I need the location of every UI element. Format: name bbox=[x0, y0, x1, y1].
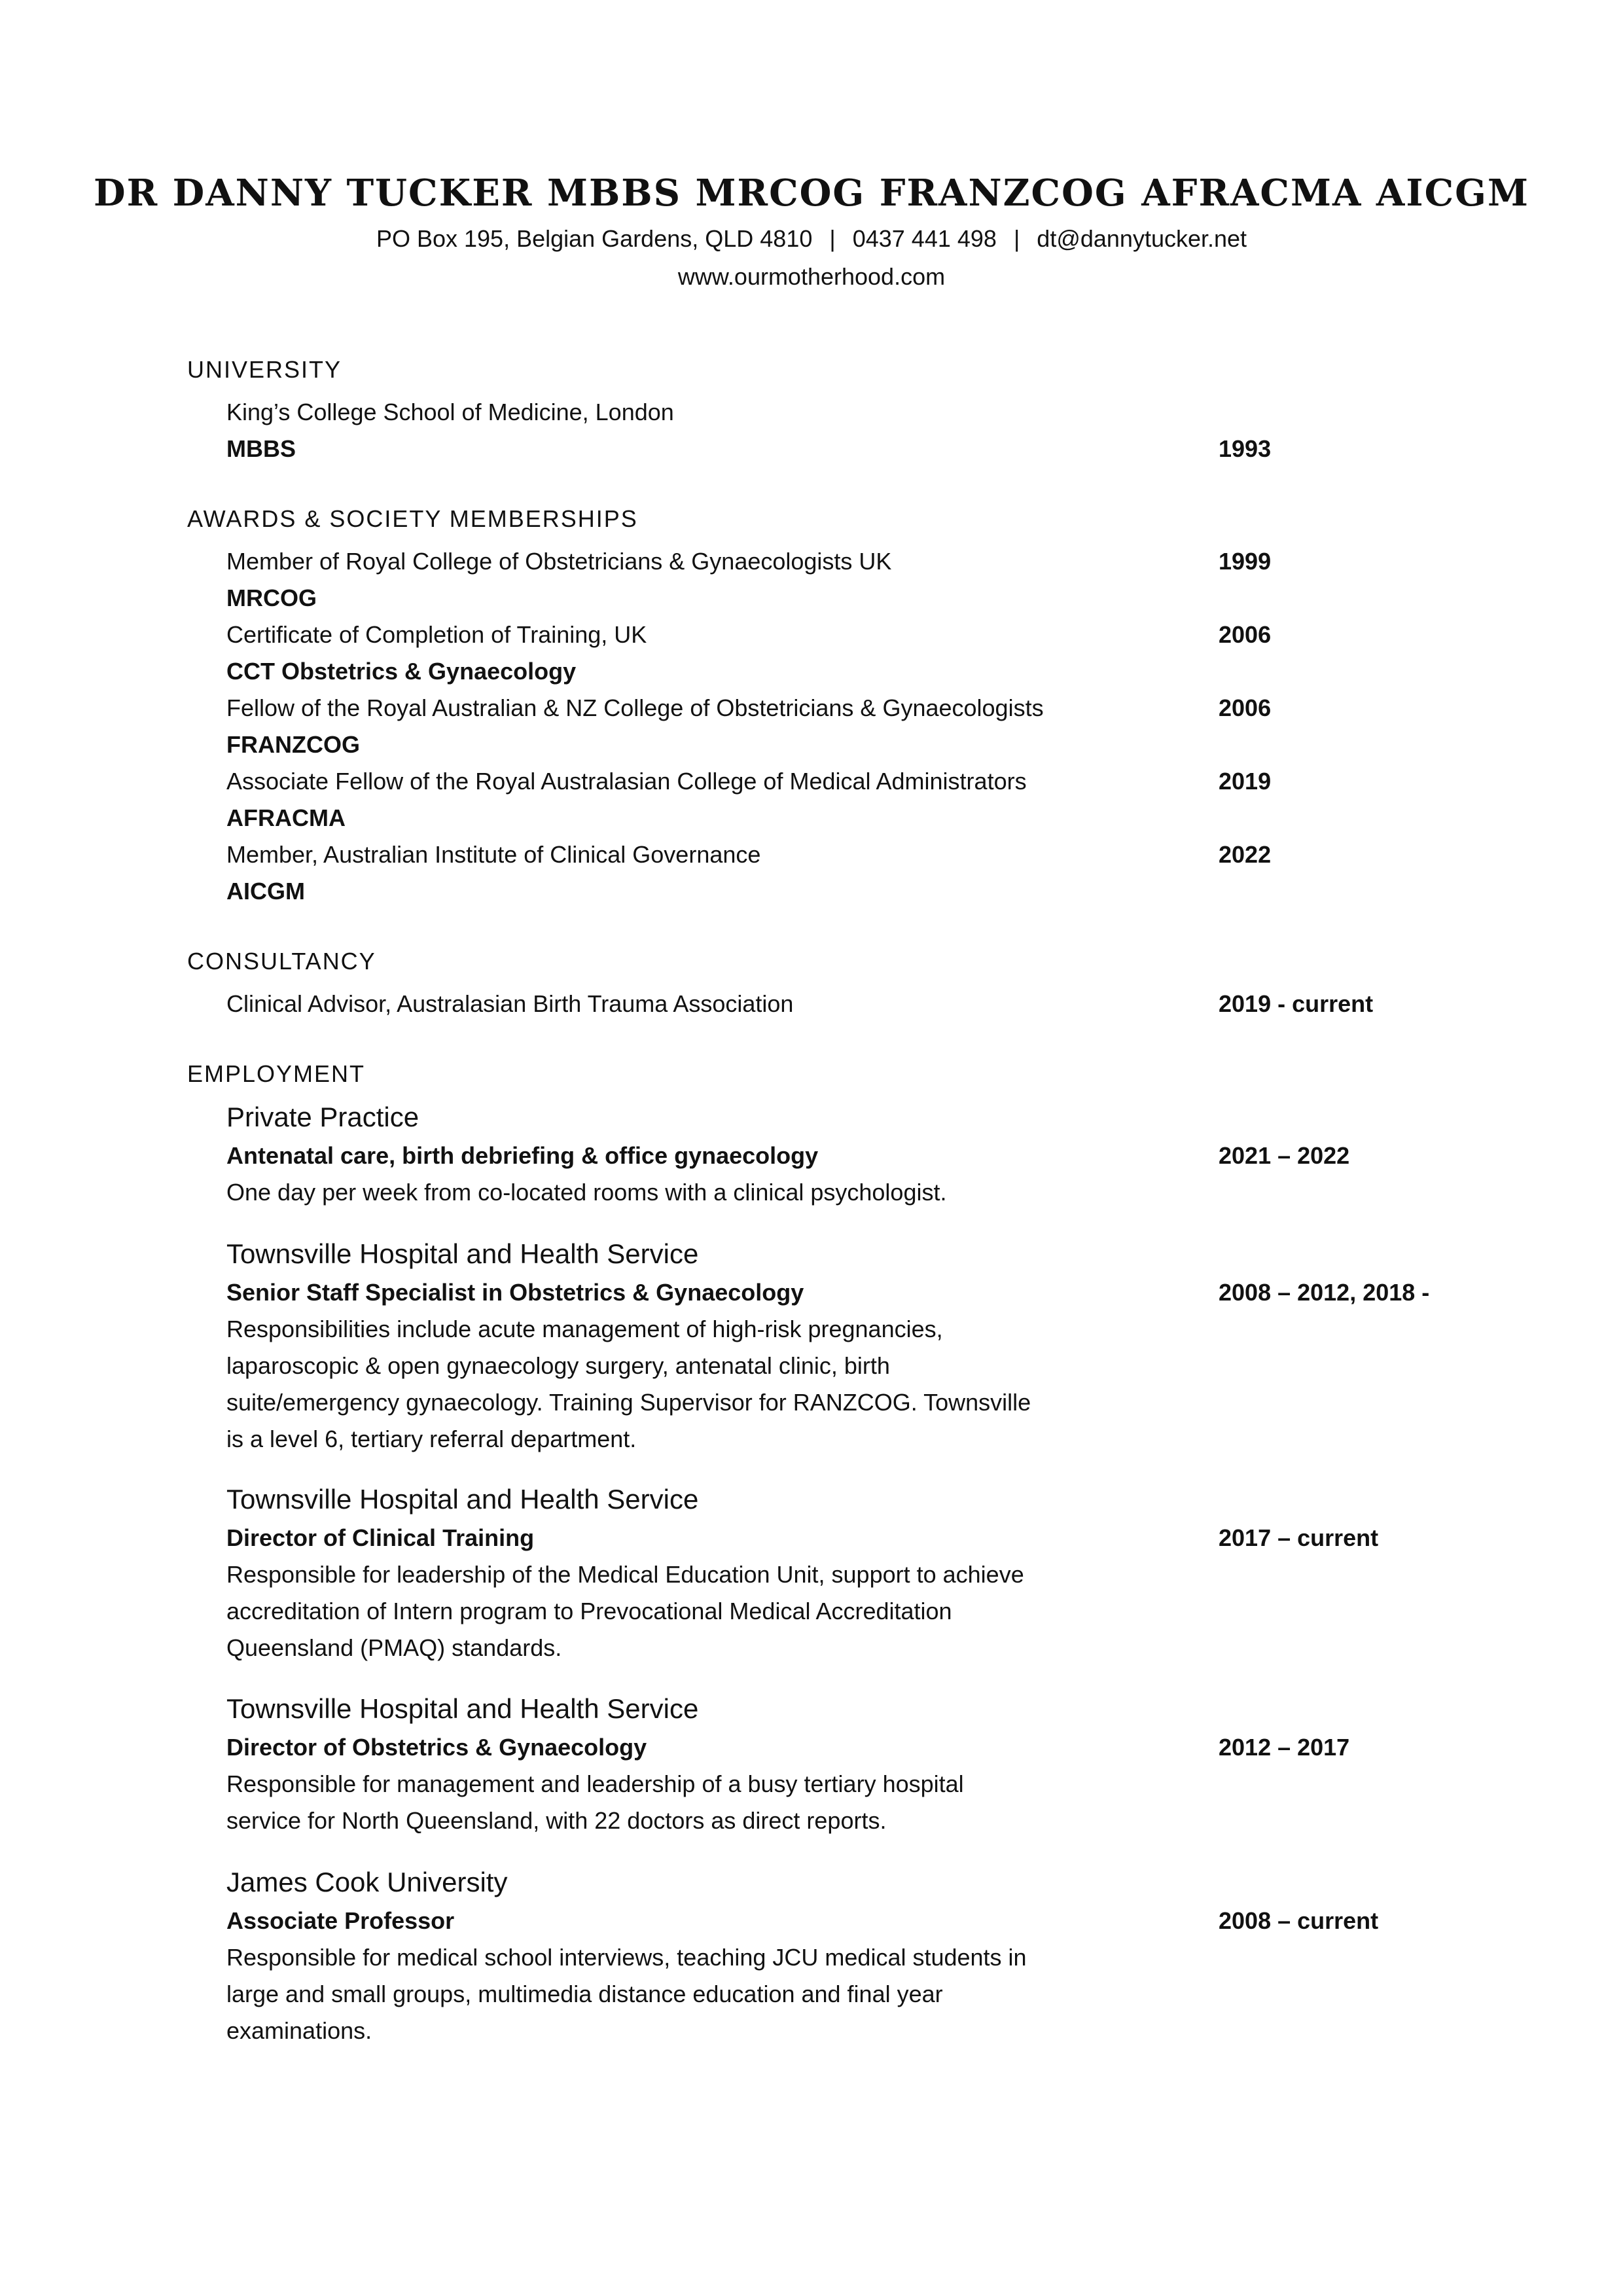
award-abbrev: FRANZCOG bbox=[226, 731, 360, 758]
phone: 0437 441 498 bbox=[852, 225, 997, 252]
award-title: Member, Australian Institute of Clinical Governance bbox=[226, 841, 761, 868]
job-title: Antenatal care, birth debriefing & office gynaecology bbox=[226, 1142, 819, 1169]
job-description-line: service for North Queensland, with 22 doctors as direct reports. bbox=[226, 1807, 887, 1834]
job-years: 2012 – 2017 bbox=[1219, 1734, 1350, 1761]
award-year: 2019 bbox=[1219, 768, 1272, 795]
contact-line bbox=[0, 225, 1623, 253]
job-description-line: Responsibilities include acute management of high-risk pregnancies, bbox=[226, 1316, 943, 1342]
award-abbrev: AFRACMA bbox=[226, 804, 346, 831]
job-organisation: Private Practice bbox=[226, 1102, 419, 1132]
job-description-line: is a level 6, tertiary referral department. bbox=[226, 1426, 637, 1452]
award-abbrev: AICGM bbox=[226, 878, 305, 905]
website-link[interactable]: www.ourmotherhood.com bbox=[677, 263, 946, 290]
job-title: Senior Staff Specialist in Obstetrics & Gynaecology bbox=[226, 1279, 804, 1306]
job-years: 2008 – current bbox=[1219, 1907, 1379, 1934]
university-degree: MBBS bbox=[226, 435, 296, 462]
section-heading-awards: AWARDS & SOCIETY MEMBERSHIPS bbox=[187, 505, 638, 532]
job-title: Associate Professor bbox=[226, 1907, 455, 1934]
section-heading-university: UNIVERSITY bbox=[187, 356, 342, 383]
job-description-line: Responsible for management and leadership of a busy tertiary hospital bbox=[226, 1770, 964, 1797]
consultancy-years: 2019 - current bbox=[1219, 990, 1374, 1017]
section-heading-consultancy: CONSULTANCY bbox=[187, 948, 376, 975]
job-description-line: Responsible for leadership of the Medical Education Unit, support to achieve bbox=[226, 1561, 1024, 1588]
section-heading-employment: EMPLOYMENT bbox=[187, 1060, 366, 1087]
cv-name-heading: DR DANNY TUCKER MBBS MRCOG FRANZCOG AFRACMA AICGM bbox=[94, 171, 1529, 215]
job-description-line: examinations. bbox=[226, 2017, 372, 2044]
job-years: 2021 – 2022 bbox=[1219, 1142, 1350, 1169]
award-title: Associate Fellow of the Royal Australasian College of Medical Administrators bbox=[226, 768, 1027, 795]
award-year: 1999 bbox=[1219, 548, 1272, 575]
job-description-line: suite/emergency gynaecology. Training Supervisor for RANZCOG. Townsville bbox=[226, 1389, 1031, 1416]
university-institution: King’s College School of Medicine, London bbox=[226, 399, 674, 425]
job-years: 2008 – 2012, 2018 - bbox=[1219, 1279, 1430, 1306]
job-description-line: One day per week from co-located rooms with a clinical psychologist. bbox=[226, 1179, 947, 1206]
award-abbrev: MRCOG bbox=[226, 584, 317, 611]
award-year: 2006 bbox=[1219, 694, 1272, 721]
address: PO Box 195, Belgian Gardens, QLD 4810 bbox=[376, 225, 813, 252]
job-title: Director of Clinical Training bbox=[226, 1524, 535, 1551]
job-description-line: Queensland (PMAQ) standards. bbox=[226, 1634, 562, 1661]
separator: | bbox=[1013, 225, 1020, 252]
consultancy-role: Clinical Advisor, Australasian Birth Trauma Association bbox=[226, 990, 794, 1017]
email-link[interactable]: dt@dannytucker.net bbox=[1037, 225, 1247, 252]
award-abbrev: CCT Obstetrics & Gynaecology bbox=[226, 658, 577, 685]
award-year: 2022 bbox=[1219, 841, 1272, 868]
job-title: Director of Obstetrics & Gynaecology bbox=[226, 1734, 647, 1761]
separator: | bbox=[829, 225, 836, 252]
award-title: Fellow of the Royal Australian & NZ College of Obstetricians & Gynaecologists bbox=[226, 694, 1044, 721]
job-organisation: James Cook University bbox=[226, 1867, 508, 1897]
job-description-line: accreditation of Intern program to Prevocational Medical Accreditation bbox=[226, 1598, 952, 1624]
university-year: 1993 bbox=[1219, 435, 1272, 462]
job-organisation: Townsville Hospital and Health Service bbox=[226, 1484, 699, 1515]
job-organisation: Townsville Hospital and Health Service bbox=[226, 1693, 699, 1724]
award-year: 2006 bbox=[1219, 621, 1272, 648]
job-description-line: large and small groups, multimedia distance education and final year bbox=[226, 1981, 943, 2007]
job-description-line: laparoscopic & open gynaecology surgery, antenatal clinic, birth bbox=[226, 1352, 890, 1379]
job-organisation: Townsville Hospital and Health Service bbox=[226, 1238, 699, 1269]
award-title: Member of Royal College of Obstetricians & Gynaecologists UK bbox=[226, 548, 892, 575]
job-years: 2017 – current bbox=[1219, 1524, 1379, 1551]
award-title: Certificate of Completion of Training, UK bbox=[226, 621, 647, 648]
job-description-line: Responsible for medical school interviews, teaching JCU medical students in bbox=[226, 1944, 1027, 1971]
